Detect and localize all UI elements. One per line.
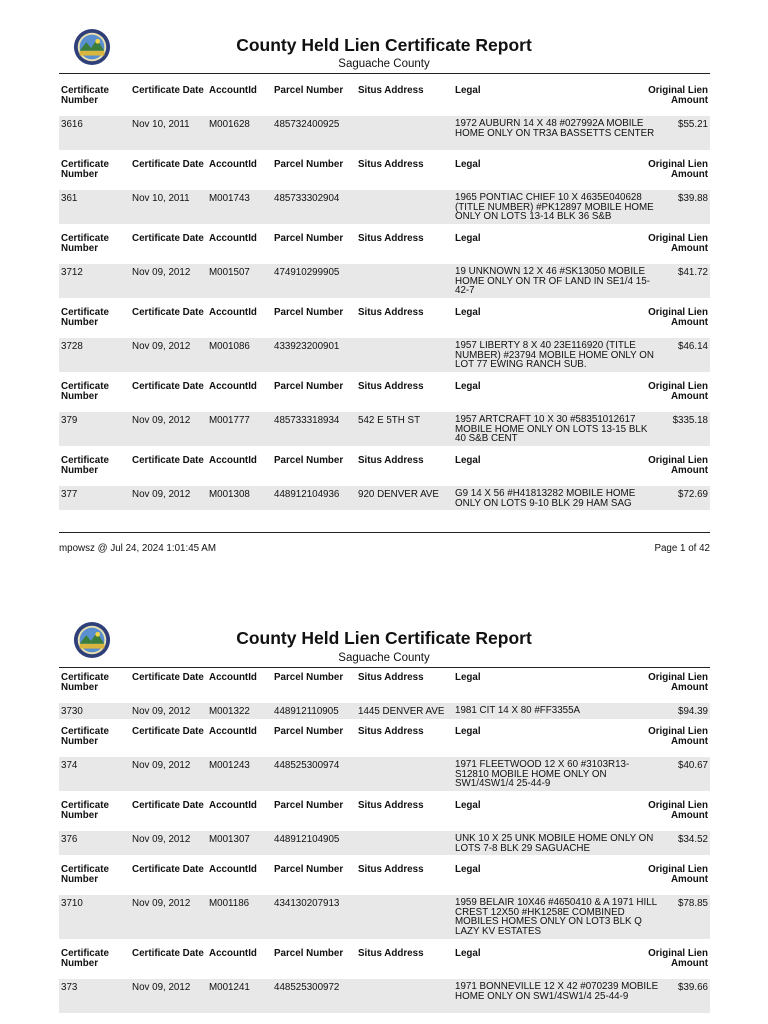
cert-date: Nov 09, 2012: [132, 760, 191, 771]
situs-address: 920 DENVER AVE: [358, 489, 439, 500]
cert-number: 3728: [61, 341, 83, 352]
col-situs-address: Situs Address: [358, 800, 424, 811]
cert-number: 373: [61, 982, 78, 993]
col-certificate-number: Certificate Number: [61, 85, 109, 106]
col-lien-amount: Original Lien Amount: [648, 159, 708, 180]
lien-amount: $39.88: [678, 193, 708, 204]
account-id: M001086: [209, 341, 250, 352]
col-parcel-number: Parcel Number: [274, 864, 344, 875]
col-parcel-number: Parcel Number: [274, 233, 344, 244]
report-title: County Held Lien Certificate Report: [236, 628, 532, 648]
account-id: M001307: [209, 834, 250, 845]
table-row: [59, 264, 710, 298]
footer-page-number: Page 1 of 42: [654, 543, 710, 554]
col-situs-address: Situs Address: [358, 159, 424, 170]
lien-amount: $46.14: [678, 341, 708, 352]
county-name: Saguache County: [338, 58, 430, 70]
parcel-number: 448525300972: [274, 982, 340, 993]
table-row: [59, 338, 710, 372]
col-certificate-date: Certificate Date: [132, 233, 204, 244]
lien-amount: $55.21: [678, 119, 708, 130]
col-certificate-number: Certificate Number: [61, 800, 109, 821]
table-row: [59, 703, 710, 719]
col-certificate-number: Certificate Number: [61, 307, 109, 328]
legal-description: 1959 BELAIR 10X46 #4650410 & A 1971 HILL CREST 12X50 #HK1258E COMBINED MOBILES HOMES ONLY ON LOT3 BLK Q LAZY KV ESTATES: [455, 897, 657, 937]
col-certificate-date: Certificate Date: [132, 948, 204, 959]
col-parcel-number: Parcel Number: [274, 455, 344, 466]
account-id: M001241: [209, 982, 250, 993]
lien-amount: $40.67: [678, 760, 708, 771]
col-certificate-date: Certificate Date: [132, 864, 204, 875]
lien-amount: $39.66: [678, 982, 708, 993]
table-row: [59, 190, 710, 224]
table-row: [59, 757, 710, 791]
cert-number: 374: [61, 760, 78, 771]
col-legal: Legal: [455, 800, 481, 811]
cert-number: 379: [61, 415, 78, 426]
column-header-row: [59, 86, 710, 116]
column-header-row: [59, 801, 710, 831]
legal-description: 1972 AUBURN 14 X 48 #027992A MOBILE HOME ONLY ON TR3A BASSETTS CENTER: [455, 118, 655, 139]
situs-address: 1445 DENVER AVE: [358, 706, 445, 717]
col-certificate-number: Certificate Number: [61, 726, 109, 747]
col-lien-amount: Original Lien Amount: [648, 455, 708, 476]
footer-user-timestamp: mpowsz @ Jul 24, 2024 1:01:45 AM: [59, 543, 216, 554]
legal-description: 19 UNKNOWN 12 X 46 #SK13050 MOBILE HOME ONLY ON TR OF LAND IN SE1/4 15-42-7: [455, 266, 650, 297]
col-certificate-number: Certificate Number: [61, 672, 109, 693]
report-title: County Held Lien Certificate Report: [236, 35, 532, 55]
col-legal: Legal: [455, 233, 481, 244]
col-account-id: AccountId: [209, 455, 257, 466]
col-situs-address: Situs Address: [358, 233, 424, 244]
table-row: [59, 486, 710, 510]
col-parcel-number: Parcel Number: [274, 948, 344, 959]
col-legal: Legal: [455, 381, 481, 392]
account-id: M001308: [209, 489, 250, 500]
col-situs-address: Situs Address: [358, 948, 424, 959]
col-account-id: AccountId: [209, 948, 257, 959]
col-certificate-date: Certificate Date: [132, 85, 204, 96]
col-lien-amount: Original Lien Amount: [648, 948, 708, 969]
col-lien-amount: Original Lien Amount: [648, 233, 708, 254]
col-parcel-number: Parcel Number: [274, 381, 344, 392]
col-legal: Legal: [455, 948, 481, 959]
col-situs-address: Situs Address: [358, 455, 424, 466]
column-header-row: [59, 865, 710, 895]
col-account-id: AccountId: [209, 159, 257, 170]
col-lien-amount: Original Lien Amount: [648, 307, 708, 328]
col-situs-address: Situs Address: [358, 864, 424, 875]
col-certificate-number: Certificate Number: [61, 948, 109, 969]
col-certificate-date: Certificate Date: [132, 800, 204, 811]
parcel-number: 485732400925: [274, 119, 340, 130]
column-header-row: [59, 673, 710, 703]
cert-date: Nov 09, 2012: [132, 898, 191, 909]
col-account-id: AccountId: [209, 726, 257, 737]
header-divider: [59, 667, 710, 668]
lien-amount: $335.18: [672, 415, 708, 426]
legal-description: 1957 ARTCRAFT 10 X 30 #58351012617 MOBILE HOME ONLY ON LOTS 13-15 BLK 40 S&B CENT: [455, 414, 648, 445]
account-id: M001743: [209, 193, 250, 204]
cert-date: Nov 09, 2012: [132, 706, 191, 717]
col-lien-amount: Original Lien Amount: [648, 864, 708, 885]
column-header-row: [59, 949, 710, 979]
lien-amount: $34.52: [678, 834, 708, 845]
col-certificate-date: Certificate Date: [132, 159, 204, 170]
cert-date: Nov 09, 2012: [132, 489, 191, 500]
cert-date: Nov 09, 2012: [132, 982, 191, 993]
account-id: M001628: [209, 119, 250, 130]
parcel-number: 433923200901: [274, 341, 340, 352]
county-name: Saguache County: [338, 652, 430, 664]
col-situs-address: Situs Address: [358, 726, 424, 737]
col-account-id: AccountId: [209, 85, 257, 96]
col-lien-amount: Original Lien Amount: [648, 800, 708, 821]
col-situs-address: Situs Address: [358, 381, 424, 392]
legal-description: 1971 FLEETWOOD 12 X 60 #3103R13-S12810 MOBILE HOME ONLY ON SW1/4SW1/4 25-44-9: [455, 759, 630, 790]
lien-amount: $94.39: [678, 706, 708, 717]
column-header-row: [59, 456, 710, 486]
legal-description: 1981 CIT 14 X 80 #FF3355A: [455, 705, 581, 716]
col-situs-address: Situs Address: [358, 672, 424, 683]
parcel-number: 485733302904: [274, 193, 340, 204]
cert-number: 3730: [61, 706, 83, 717]
parcel-number: 448525300974: [274, 760, 340, 771]
legal-description: G9 14 X 56 #H41813282 MOBILE HOME ONLY ON LOTS 9-10 BLK 29 HAM SAG: [455, 488, 636, 509]
account-id: M001322: [209, 706, 250, 717]
cert-number: 3616: [61, 119, 83, 130]
cert-number: 3710: [61, 898, 83, 909]
cert-date: Nov 09, 2012: [132, 415, 191, 426]
legal-description: 1957 LIBERTY 8 X 40 23E116920 (TITLE NUMBER) #23794 MOBILE HOME ONLY ON LOT 77 EWING RANCH SUB.: [455, 340, 654, 371]
cert-number: 377: [61, 489, 78, 500]
situs-address: 542 E 5TH ST: [358, 415, 421, 426]
col-parcel-number: Parcel Number: [274, 800, 344, 811]
col-certificate-number: Certificate Number: [61, 864, 109, 885]
parcel-number: 448912110905: [274, 706, 339, 717]
col-parcel-number: Parcel Number: [274, 307, 344, 318]
col-certificate-number: Certificate Number: [61, 455, 109, 476]
cert-number: 376: [61, 834, 78, 845]
legal-description: 1965 PONTIAC CHIEF 10 X 4635E040628 (TITLE NUMBER) #PK12897 MOBILE HOME ONLY ON LOTS 13-14 BLK 36 S&B: [455, 192, 654, 223]
col-parcel-number: Parcel Number: [274, 85, 344, 96]
table-row: [59, 412, 710, 446]
col-legal: Legal: [455, 726, 481, 737]
column-header-row: [59, 234, 710, 264]
col-legal: Legal: [455, 672, 481, 683]
cert-number: 361: [61, 193, 78, 204]
col-account-id: AccountId: [209, 307, 257, 318]
column-header-row: [59, 382, 710, 412]
table-row: [59, 895, 710, 939]
col-account-id: AccountId: [209, 233, 257, 244]
column-header-row: [59, 160, 710, 190]
col-certificate-date: Certificate Date: [132, 672, 204, 683]
col-certificate-number: Certificate Number: [61, 159, 109, 180]
column-header-row: [59, 308, 710, 338]
col-lien-amount: Original Lien Amount: [648, 672, 708, 693]
col-certificate-number: Certificate Number: [61, 233, 109, 254]
cert-date: Nov 09, 2012: [132, 267, 191, 278]
col-certificate-date: Certificate Date: [132, 381, 204, 392]
table-row: [59, 831, 710, 855]
cert-date: Nov 09, 2012: [132, 341, 191, 352]
legal-description: UNK 10 X 25 UNK MOBILE HOME ONLY ON LOTS 7-8 BLK 29 SAGUACHE: [455, 833, 654, 854]
col-certificate-number: Certificate Number: [61, 381, 109, 402]
cert-date: Nov 10, 2011: [132, 119, 190, 130]
col-legal: Legal: [455, 85, 481, 96]
col-parcel-number: Parcel Number: [274, 672, 344, 683]
account-id: M001507: [209, 267, 250, 278]
col-account-id: AccountId: [209, 381, 257, 392]
parcel-number: 434130207913: [274, 898, 340, 909]
col-certificate-date: Certificate Date: [132, 307, 204, 318]
lien-amount: $72.69: [678, 489, 708, 500]
col-certificate-date: Certificate Date: [132, 726, 204, 737]
header-divider: [59, 73, 710, 74]
account-id: M001186: [209, 898, 250, 909]
col-lien-amount: Original Lien Amount: [648, 726, 708, 747]
cert-date: Nov 09, 2012: [132, 834, 191, 845]
col-legal: Legal: [455, 307, 481, 318]
col-parcel-number: Parcel Number: [274, 159, 344, 170]
parcel-number: 448912104905: [274, 834, 340, 845]
table-row: [59, 979, 710, 1013]
lien-amount: $41.72: [678, 267, 708, 278]
lien-amount: $78.85: [678, 898, 708, 909]
col-account-id: AccountId: [209, 672, 257, 683]
col-situs-address: Situs Address: [358, 307, 424, 318]
col-lien-amount: Original Lien Amount: [648, 85, 708, 106]
col-situs-address: Situs Address: [358, 85, 424, 96]
col-certificate-date: Certificate Date: [132, 455, 204, 466]
col-account-id: AccountId: [209, 864, 257, 875]
table-row: [59, 116, 710, 150]
parcel-number: 474910299905: [274, 267, 340, 278]
cert-number: 3712: [61, 267, 83, 278]
col-legal: Legal: [455, 864, 481, 875]
col-parcel-number: Parcel Number: [274, 726, 344, 737]
footer-divider: [59, 532, 710, 533]
cert-date: Nov 10, 2011: [132, 193, 190, 204]
parcel-number: 448912104936: [274, 489, 340, 500]
col-account-id: AccountId: [209, 800, 257, 811]
col-legal: Legal: [455, 159, 481, 170]
column-header-row: [59, 727, 710, 757]
account-id: M001777: [209, 415, 250, 426]
account-id: M001243: [209, 760, 250, 771]
col-lien-amount: Original Lien Amount: [648, 381, 708, 402]
legal-description: 1971 BONNEVILLE 12 X 42 #070239 MOBILE HOME ONLY ON SW1/4SW1/4 25-44-9: [455, 981, 659, 1002]
parcel-number: 485733318934: [274, 415, 340, 426]
col-legal: Legal: [455, 455, 481, 466]
